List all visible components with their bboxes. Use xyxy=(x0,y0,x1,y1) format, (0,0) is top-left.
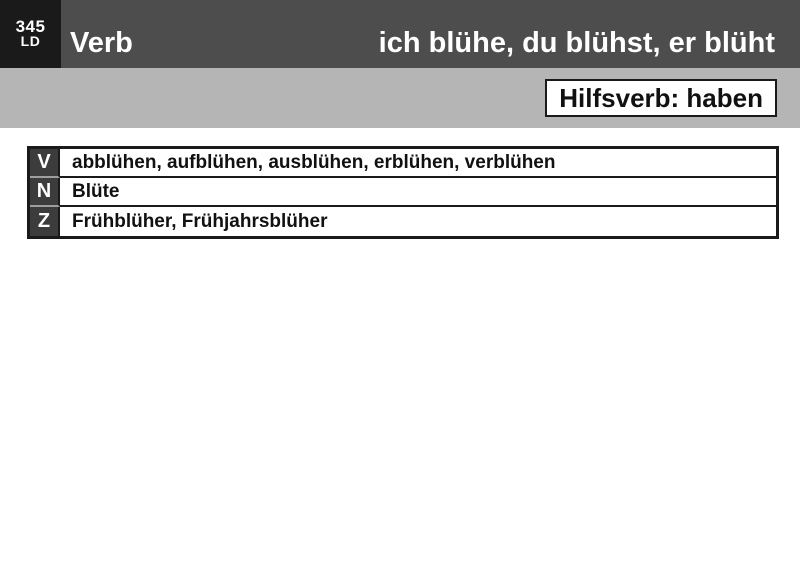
subheader-bar xyxy=(0,68,800,128)
header-bar xyxy=(0,0,800,68)
auxiliary-verb-box xyxy=(545,79,777,117)
conjugation-title: ich blühe, du blühst, er blüht xyxy=(378,27,775,59)
card-code: LD xyxy=(20,33,41,49)
table-row-verbs xyxy=(30,149,776,178)
word-class-label: Verb xyxy=(70,27,133,59)
derivations-table xyxy=(27,146,779,239)
table-row-compounds xyxy=(30,207,776,236)
table-row-noun xyxy=(30,178,776,207)
row-label-v: V xyxy=(30,149,60,178)
row-content-noun: Blüte xyxy=(60,178,776,207)
row-label-z: Z xyxy=(30,207,60,236)
auxiliary-verb-label: Hilfsverb: haben xyxy=(559,82,763,113)
row-content-compounds: Frühblüher, Frühjahrsblüher xyxy=(72,210,328,232)
row-content-verbs: abblühen, aufblühen, ausblühen, erblühen, verblühen xyxy=(60,149,776,178)
card-number: 345 xyxy=(15,17,46,36)
row-label-n: N xyxy=(30,178,60,207)
card-id-badge xyxy=(0,0,61,68)
